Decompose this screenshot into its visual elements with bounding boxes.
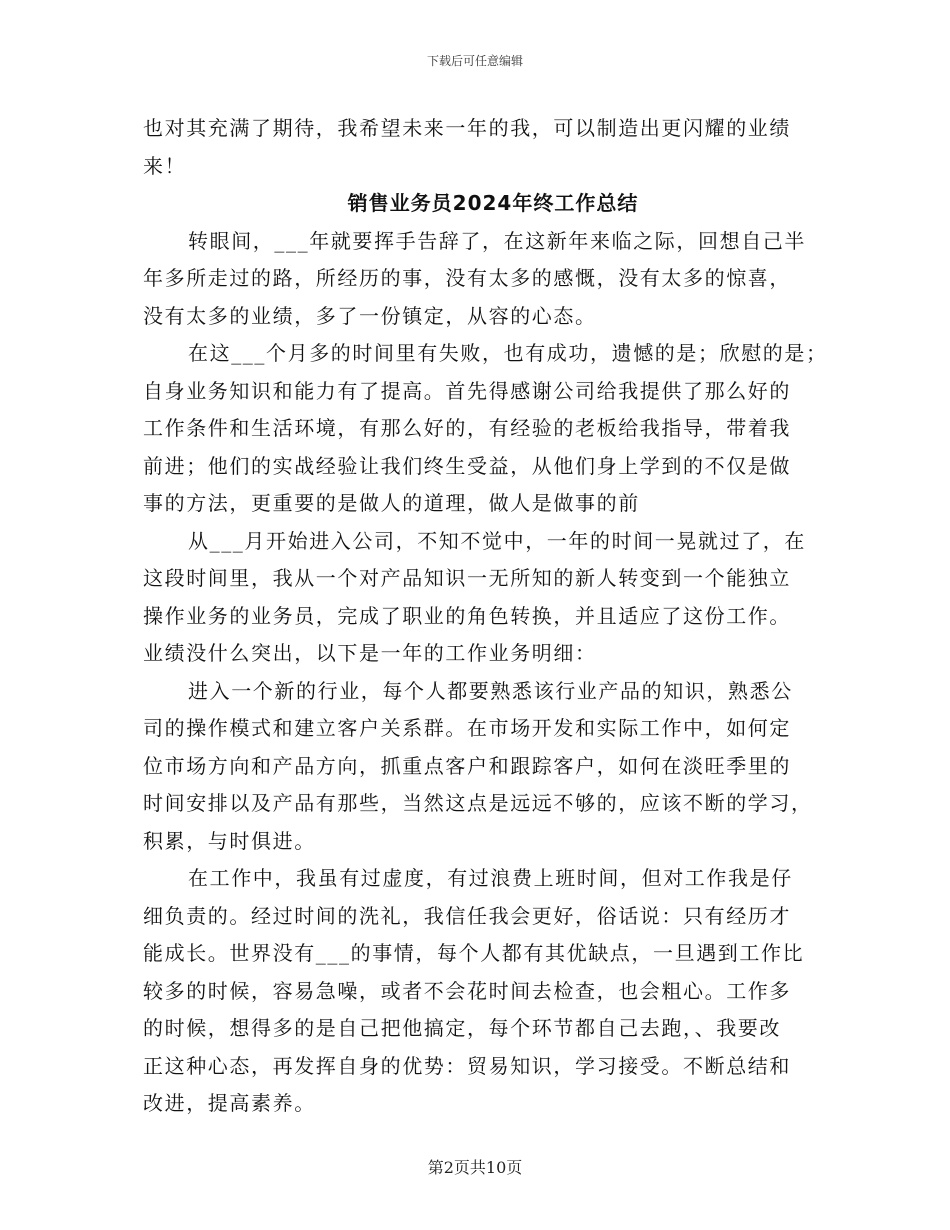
paragraph-line: 自身业务知识和能力有了提高。首先得感谢公司给我提供了那么好的 [143,378,791,403]
paragraph-line: 在这___个月多的时间里有失败，也有成功，遗憾的是；欣慰的是； [188,341,828,365]
paragraph-line: 工作条件和生活环境，有那么好的，有经验的老板给我指导，带着我 [143,416,791,440]
paragraph-3 [143,523,823,673]
paragraph-line: 这段时间里，我从一个对产品知识一无所知的新人转变到一个能独立 [143,566,791,590]
paragraph-line: 在工作中，我虽有过虚度，有过浪费上班时间，但对工作我是仔 [188,866,793,890]
paragraph-line: 年多所走过的路，所经历的事，没有太多的感慨，没有太多的惊喜， [143,266,791,290]
paragraph-line: 业绩没什么突出，以下是一年的工作业务明细： [143,641,597,665]
paragraph-line: 正这种心态，再发挥自身的优势：贸易知识，学习接受。不断总结和 [143,1053,791,1078]
document-title: 销售业务员2024年终工作总结 [347,191,639,215]
paragraph-5 [143,860,823,1123]
paragraph-line: 细负责的。经过时间的洗礼，我信任我会更好，俗话说：只有经历才 [143,903,791,928]
paragraph-line: 能成长。世界没有___的事情，每个人都有其优缺点，一旦遇到工作比 [143,941,805,965]
intro-line: 来！ [143,153,187,178]
page-number: 第2页共10页 [427,1158,523,1177]
document-body [143,110,828,1123]
paragraph-1 [143,223,823,336]
paragraph-line: 转眼间，___年就要挥手告辞了，在这新年来临之际，回想自己半 [188,228,806,253]
paragraph-line: 从___月开始进入公司，不知不觉中，一年的时间一晃就过了，在 [188,528,806,553]
paragraph-4 [143,673,823,861]
paragraph-line: 操作业务的业务员，完成了职业的角色转换，并且适应了这份工作。 [143,603,791,628]
paragraph-line: 位市场方向和产品方向，抓重点客户和跟踪客户，如何在淡旺季里的 [143,753,791,778]
paragraph-line: 时间安排以及产品有那些，当然这点是远远不够的，应该不断的学习， [143,791,813,815]
paragraph-line: 进入一个新的行业，每个人都要熟悉该行业产品的知识，熟悉公 [188,678,793,703]
header-note: 下载后可任意编辑 [426,54,523,68]
paragraph-line: 的时候，想得多的是自己把他搞定，每个环节都自己去跑，、我要改 [143,1016,781,1040]
paragraph-line: 司的操作模式和建立客户关系群。在市场开发和实际工作中，如何定 [143,716,791,740]
paragraph-line: 前进；他们的实战经验让我们终生受益，从他们身上学到的不仅是做 [143,453,791,478]
paragraph-line: 积累，与时俱进。 [143,828,316,853]
intro-line: 也对其充满了期待，我希望未来一年的我，可以制造出更闪耀的业绩 [143,116,791,140]
paragraph-line: 没有太多的业绩，多了一份镇定，从容的心态。 [143,303,597,328]
paragraph-2 [143,335,828,523]
paragraph-line: 改进，提高素养。 [143,1091,316,1115]
paragraph-line: 事的方法，更重要的是做人的道理，做人是做事的前 [143,491,640,515]
paragraph-line: 较多的时候，容易急噪，或者不会花时间去检查，也会粗心。工作多 [143,978,791,1003]
